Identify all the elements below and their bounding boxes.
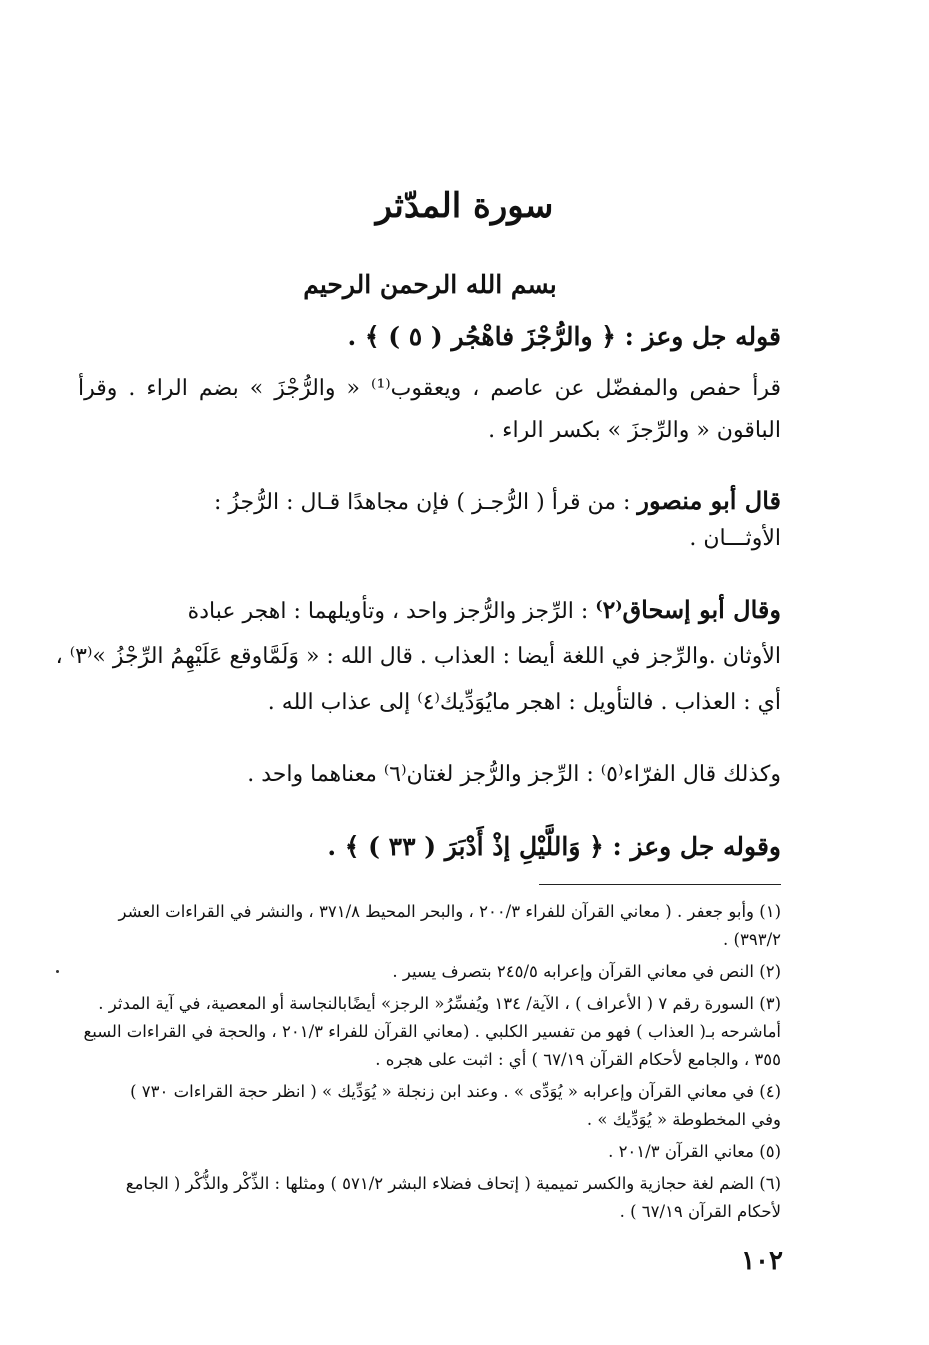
para-2-line-2: الأوثـــان . [689,526,781,551]
verse-2-lead: وقوله جل وعز : [612,832,781,861]
footnote-separator [539,884,781,885]
basmala: بسم الله الرحمن الرحيم [303,270,557,299]
para-3-text: : الرِّجز والرُّجز واحد ، وتأويلهما : اهجر عبادة [187,599,589,624]
para-4-line-1: وكذلك قال الفرّاء⁽٥⁾ : الرِّجز والرُّجز لغتان⁽٦⁾ معناهما واحد . [247,762,781,787]
verse-1-lead: قوله جل وعز : [624,322,781,351]
para-3-lead: وقال أبو إسحاق⁽٢⁾ [595,595,781,624]
page-number: ١٠٢ [741,1246,783,1276]
footnote-line: (٣) السورة رقم ٧ ( الأعراف ) ، الآية/ ١٣٤ ويُفسِّرُ« الرجز» أيضًابالنجاسة أو المعصية، في آية المدثر . [98,994,781,1013]
footnote-line: (٤) في معاني القرآن وإعرابه « يُوَدِّى » . وعند ابن زنجلة « يُوَدِّيك » ( انظر حجة القراءات ٧٣٠ ) [130,1082,781,1101]
para-3-line-1 [78,595,781,624]
footnote-line: (٥) معاني القرآن ٢٠١/٣ . [608,1142,781,1161]
verse-1-text: ﴿ والرُّجْزَ فاهْجُر ( ٥ ) ﴾ . [347,322,616,351]
scan-speck [56,970,59,973]
verse-2-line [78,832,781,861]
para-1-line-1: قرأ حفص والمفضّل عن عاصم ، ويعقوب⁽¹⁾ « والرُّجْزَ » بضم الراء . وقرأ [78,376,781,401]
footnote-line: (٦) الضم لغة حجازية والكسر تميمية ( إتحاف فضلاء البشر ٥٧١/٢ ) ومثلها : الذِّكْر والذُّكْر ( الجامع [125,1174,781,1193]
footnote-line: ٣٩٣/٢) . [723,930,781,949]
para-2-lead: قال أبو منصور [637,486,781,515]
footnote-line: (١) وأبو جعفر . ( معاني القرآن للفراء ٢٠٠/٣ ، والبحر المحيط ٣٧١/٨ ، والنشر في القراءات العشر [118,902,781,921]
footnote-line: ٣٥٥ ، والجامع لأحكام القرآن ٦٧/١٩ ) أي : اثبت على هجره . [375,1050,781,1069]
verse-2-text: ﴿ وَاللَّيْلِ إذْ أَدْبَرَ ( ٣٣ ) ﴾ . [327,832,604,861]
footnote-line: (٢) النص في معاني القرآن وإعرابه ٢٤٥/٥ بتصرف يسير . [392,962,781,981]
para-2-text: : من قرأ ( الرُّجـز ) فإن مجاهدًا قـال : الرُّجزُ : [213,490,631,515]
footnote-line: وفي المخطوطة « يُوَدِّيك » . [586,1110,781,1129]
footnote-line: لأحكام القرآن ٦٧/١٩ ) . [619,1202,781,1221]
footnote-line: أماشرحه بـ( العذاب ) فهو من تفسير الكلبي . (معاني القرآن للفراء ٢٠١/٣ ، والحجة في القراءات السبع [83,1022,781,1041]
para-2-line-1 [78,486,781,515]
para-3-line-3: أي : العذاب . فالتأويل : اهجر مايُوَدِّيك⁽٤⁾ إلى عذاب الله . [267,690,781,715]
surah-title: سورة المدّثر [375,186,554,226]
para-1-line-2: الباقون « والرِّجزَ » بكسر الراء . [488,418,781,443]
verse-1-line [78,322,781,351]
para-3-line-2: الأوثان .والرِّجز في اللغة أيضا : العذاب . قال الله : « وَلَمَّاوقع عَلَيْهِمُ الرِّجْزُ »⁽٣⁾ ، [55,644,781,669]
